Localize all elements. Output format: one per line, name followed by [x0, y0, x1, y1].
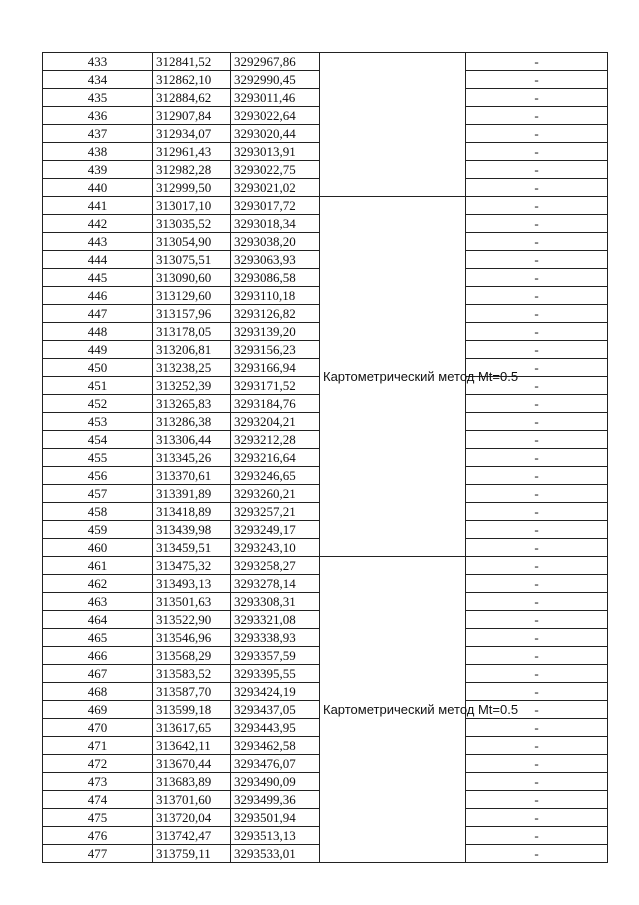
note-cell: - — [466, 377, 608, 395]
note-cell: - — [466, 521, 608, 539]
point-number-cell: 441 — [43, 197, 153, 215]
point-number-cell: 467 — [43, 665, 153, 683]
note-cell: - — [466, 647, 608, 665]
note-cell: - — [466, 827, 608, 845]
x-coordinate-cell: 312961,43 — [153, 143, 231, 161]
y-coordinate-cell: 3293156,23 — [231, 341, 320, 359]
y-coordinate-cell: 3293246,65 — [231, 467, 320, 485]
y-coordinate-cell: 3293249,17 — [231, 521, 320, 539]
point-number-cell: 446 — [43, 287, 153, 305]
y-coordinate-cell: 3293243,10 — [231, 539, 320, 557]
x-coordinate-cell: 313238,25 — [153, 359, 231, 377]
note-cell: - — [466, 593, 608, 611]
y-coordinate-cell: 3293011,46 — [231, 89, 320, 107]
x-coordinate-cell: 313391,89 — [153, 485, 231, 503]
point-number-cell: 458 — [43, 503, 153, 521]
x-coordinate-cell: 312982,28 — [153, 161, 231, 179]
note-cell: - — [466, 197, 608, 215]
x-coordinate-cell: 313017,10 — [153, 197, 231, 215]
x-coordinate-cell: 313459,51 — [153, 539, 231, 557]
point-number-cell: 477 — [43, 845, 153, 863]
y-coordinate-cell: 3293022,64 — [231, 107, 320, 125]
note-cell: - — [466, 251, 608, 269]
point-number-cell: 443 — [43, 233, 153, 251]
note-cell: - — [466, 233, 608, 251]
y-coordinate-cell: 3293338,93 — [231, 629, 320, 647]
point-number-cell: 471 — [43, 737, 153, 755]
y-coordinate-cell: 3293395,55 — [231, 665, 320, 683]
x-coordinate-cell: 313206,81 — [153, 341, 231, 359]
x-coordinate-cell: 312862,10 — [153, 71, 231, 89]
y-coordinate-cell: 3293513,13 — [231, 827, 320, 845]
note-cell: - — [466, 503, 608, 521]
point-number-cell: 448 — [43, 323, 153, 341]
point-number-cell: 454 — [43, 431, 153, 449]
y-coordinate-cell: 3293308,31 — [231, 593, 320, 611]
y-coordinate-cell: 3293258,27 — [231, 557, 320, 575]
note-cell: - — [466, 179, 608, 197]
point-number-cell: 464 — [43, 611, 153, 629]
y-coordinate-cell: 3293022,75 — [231, 161, 320, 179]
table-row — [43, 197, 608, 215]
note-cell: - — [466, 305, 608, 323]
y-coordinate-cell: 3293501,94 — [231, 809, 320, 827]
x-coordinate-cell: 313129,60 — [153, 287, 231, 305]
y-coordinate-cell: 3293017,72 — [231, 197, 320, 215]
y-coordinate-cell: 3293533,01 — [231, 845, 320, 863]
note-cell: - — [466, 809, 608, 827]
x-coordinate-cell: 313075,51 — [153, 251, 231, 269]
note-cell: - — [466, 539, 608, 557]
note-cell: - — [466, 431, 608, 449]
x-coordinate-cell: 313035,52 — [153, 215, 231, 233]
x-coordinate-cell: 313370,61 — [153, 467, 231, 485]
coordinates-table — [42, 52, 608, 863]
note-cell: - — [466, 485, 608, 503]
table-row — [43, 53, 608, 71]
note-cell: - — [466, 773, 608, 791]
x-coordinate-cell: 312841,52 — [153, 53, 231, 71]
x-coordinate-cell: 313286,38 — [153, 413, 231, 431]
y-coordinate-cell: 3293063,93 — [231, 251, 320, 269]
point-number-cell: 437 — [43, 125, 153, 143]
point-number-cell: 475 — [43, 809, 153, 827]
y-coordinate-cell: 3292967,86 — [231, 53, 320, 71]
y-coordinate-cell: 3292990,45 — [231, 71, 320, 89]
point-number-cell: 451 — [43, 377, 153, 395]
point-number-cell: 470 — [43, 719, 153, 737]
y-coordinate-cell: 3293443,95 — [231, 719, 320, 737]
note-cell: - — [466, 323, 608, 341]
point-number-cell: 469 — [43, 701, 153, 719]
x-coordinate-cell: 313345,26 — [153, 449, 231, 467]
point-number-cell: 447 — [43, 305, 153, 323]
point-number-cell: 442 — [43, 215, 153, 233]
point-number-cell: 465 — [43, 629, 153, 647]
y-coordinate-cell: 3293110,18 — [231, 287, 320, 305]
y-coordinate-cell: 3293499,36 — [231, 791, 320, 809]
x-coordinate-cell: 313157,96 — [153, 305, 231, 323]
y-coordinate-cell: 3293020,44 — [231, 125, 320, 143]
x-coordinate-cell: 313252,39 — [153, 377, 231, 395]
coordinates-table-body — [43, 53, 608, 863]
point-number-cell: 450 — [43, 359, 153, 377]
point-number-cell: 476 — [43, 827, 153, 845]
x-coordinate-cell: 313418,89 — [153, 503, 231, 521]
note-cell: - — [466, 143, 608, 161]
point-number-cell: 468 — [43, 683, 153, 701]
y-coordinate-cell: 3293171,52 — [231, 377, 320, 395]
x-coordinate-cell: 313522,90 — [153, 611, 231, 629]
y-coordinate-cell: 3293139,20 — [231, 323, 320, 341]
method-cell — [320, 53, 466, 197]
x-coordinate-cell: 312999,50 — [153, 179, 231, 197]
point-number-cell: 435 — [43, 89, 153, 107]
y-coordinate-cell: 3293013,91 — [231, 143, 320, 161]
x-coordinate-cell: 313306,44 — [153, 431, 231, 449]
y-coordinate-cell: 3293260,21 — [231, 485, 320, 503]
note-cell: - — [466, 125, 608, 143]
point-number-cell: 438 — [43, 143, 153, 161]
y-coordinate-cell: 3293166,94 — [231, 359, 320, 377]
note-cell: - — [466, 845, 608, 863]
point-number-cell: 457 — [43, 485, 153, 503]
y-coordinate-cell: 3293216,64 — [231, 449, 320, 467]
y-coordinate-cell: 3293038,20 — [231, 233, 320, 251]
point-number-cell: 466 — [43, 647, 153, 665]
x-coordinate-cell: 313701,60 — [153, 791, 231, 809]
point-number-cell: 433 — [43, 53, 153, 71]
y-coordinate-cell: 3293204,21 — [231, 413, 320, 431]
y-coordinate-cell: 3293021,02 — [231, 179, 320, 197]
point-number-cell: 460 — [43, 539, 153, 557]
y-coordinate-cell: 3293476,07 — [231, 755, 320, 773]
x-coordinate-cell: 313583,52 — [153, 665, 231, 683]
x-coordinate-cell: 313439,98 — [153, 521, 231, 539]
x-coordinate-cell: 313617,65 — [153, 719, 231, 737]
y-coordinate-cell: 3293462,58 — [231, 737, 320, 755]
x-coordinate-cell: 313475,32 — [153, 557, 231, 575]
note-cell: - — [466, 449, 608, 467]
note-cell: - — [466, 629, 608, 647]
y-coordinate-cell: 3293437,05 — [231, 701, 320, 719]
x-coordinate-cell: 313759,11 — [153, 845, 231, 863]
note-cell: - — [466, 215, 608, 233]
y-coordinate-cell: 3293212,28 — [231, 431, 320, 449]
note-cell: - — [466, 71, 608, 89]
y-coordinate-cell: 3293184,76 — [231, 395, 320, 413]
point-number-cell: 449 — [43, 341, 153, 359]
note-cell: - — [466, 791, 608, 809]
x-coordinate-cell: 313546,96 — [153, 629, 231, 647]
point-number-cell: 434 — [43, 71, 153, 89]
x-coordinate-cell: 313054,90 — [153, 233, 231, 251]
point-number-cell: 473 — [43, 773, 153, 791]
y-coordinate-cell: 3293086,58 — [231, 269, 320, 287]
note-cell: - — [466, 341, 608, 359]
note-cell: - — [466, 89, 608, 107]
point-number-cell: 455 — [43, 449, 153, 467]
note-cell: - — [466, 359, 608, 377]
note-cell: - — [466, 737, 608, 755]
note-cell: - — [466, 611, 608, 629]
x-coordinate-cell: 313670,44 — [153, 755, 231, 773]
x-coordinate-cell: 313265,83 — [153, 395, 231, 413]
y-coordinate-cell: 3293321,08 — [231, 611, 320, 629]
note-cell: - — [466, 53, 608, 71]
point-number-cell: 445 — [43, 269, 153, 287]
note-cell: - — [466, 107, 608, 125]
point-number-cell: 461 — [43, 557, 153, 575]
note-cell: - — [466, 575, 608, 593]
method-cell: Картометрический метод Mt=0.5 — [320, 197, 466, 557]
x-coordinate-cell: 313090,60 — [153, 269, 231, 287]
point-number-cell: 452 — [43, 395, 153, 413]
x-coordinate-cell: 313587,70 — [153, 683, 231, 701]
point-number-cell: 474 — [43, 791, 153, 809]
y-coordinate-cell: 3293126,82 — [231, 305, 320, 323]
note-cell: - — [466, 467, 608, 485]
point-number-cell: 462 — [43, 575, 153, 593]
point-number-cell: 472 — [43, 755, 153, 773]
y-coordinate-cell: 3293490,09 — [231, 773, 320, 791]
note-cell: - — [466, 683, 608, 701]
y-coordinate-cell: 3293357,59 — [231, 647, 320, 665]
note-cell: - — [466, 665, 608, 683]
x-coordinate-cell: 312934,07 — [153, 125, 231, 143]
point-number-cell: 456 — [43, 467, 153, 485]
point-number-cell: 463 — [43, 593, 153, 611]
method-cell: Картометрический метод Mt=0.5 — [320, 557, 466, 863]
point-number-cell: 439 — [43, 161, 153, 179]
x-coordinate-cell: 312884,62 — [153, 89, 231, 107]
point-number-cell: 440 — [43, 179, 153, 197]
x-coordinate-cell: 313742,47 — [153, 827, 231, 845]
y-coordinate-cell: 3293278,14 — [231, 575, 320, 593]
note-cell: - — [466, 557, 608, 575]
x-coordinate-cell: 313683,89 — [153, 773, 231, 791]
table-row — [43, 557, 608, 575]
x-coordinate-cell: 313642,11 — [153, 737, 231, 755]
x-coordinate-cell: 313599,18 — [153, 701, 231, 719]
note-cell: - — [466, 269, 608, 287]
note-cell: - — [466, 755, 608, 773]
x-coordinate-cell: 313720,04 — [153, 809, 231, 827]
note-cell: - — [466, 413, 608, 431]
note-cell: - — [466, 701, 608, 719]
note-cell: - — [466, 395, 608, 413]
x-coordinate-cell: 313493,13 — [153, 575, 231, 593]
point-number-cell: 453 — [43, 413, 153, 431]
point-number-cell: 444 — [43, 251, 153, 269]
point-number-cell: 459 — [43, 521, 153, 539]
note-cell: - — [466, 719, 608, 737]
note-cell: - — [466, 161, 608, 179]
y-coordinate-cell: 3293257,21 — [231, 503, 320, 521]
x-coordinate-cell: 313568,29 — [153, 647, 231, 665]
x-coordinate-cell: 313178,05 — [153, 323, 231, 341]
y-coordinate-cell: 3293424,19 — [231, 683, 320, 701]
x-coordinate-cell: 313501,63 — [153, 593, 231, 611]
x-coordinate-cell: 312907,84 — [153, 107, 231, 125]
y-coordinate-cell: 3293018,34 — [231, 215, 320, 233]
note-cell: - — [466, 287, 608, 305]
point-number-cell: 436 — [43, 107, 153, 125]
